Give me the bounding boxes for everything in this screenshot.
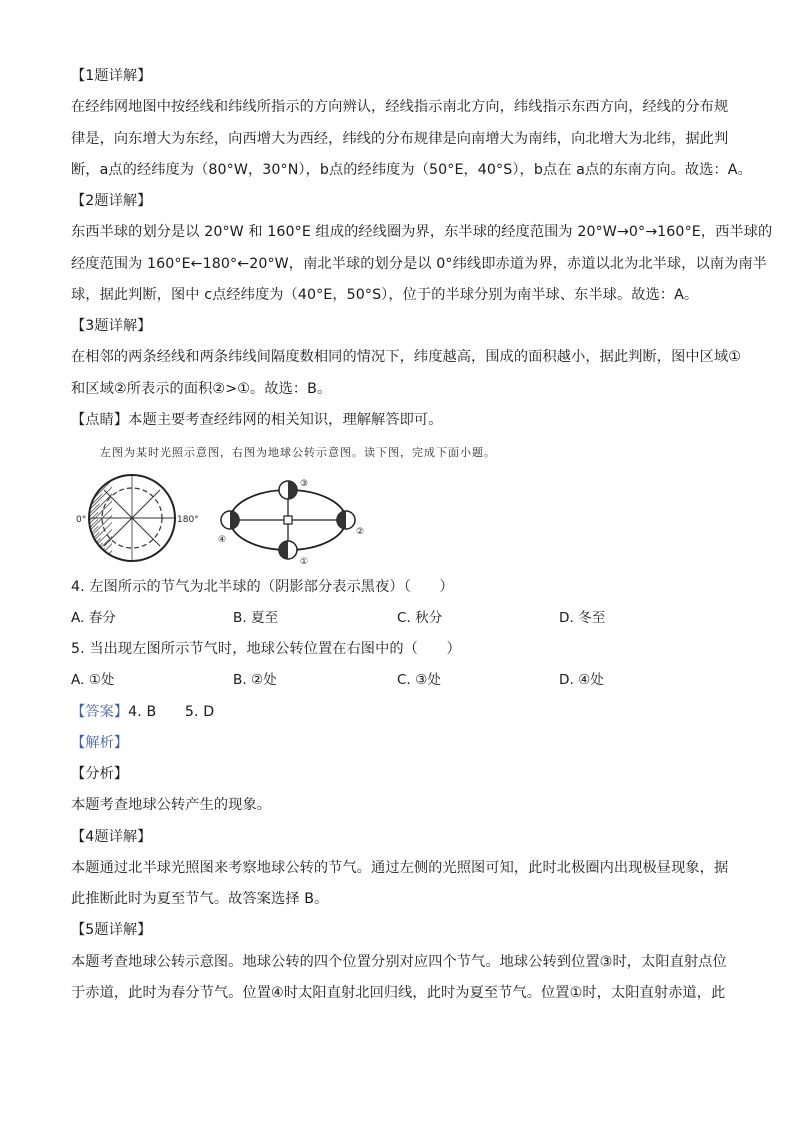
illumination-diagram [74, 468, 204, 568]
revolution-diagram [218, 472, 368, 568]
q3-line-2: 和区域②所表示的面积②>①。故选：B。 [71, 381, 332, 397]
q5-option-c[interactable]: C. ③处 [397, 672, 441, 688]
q4-detail-line-1: 本题通过北半球光照图来考察地球公转的节气。通过左侧的光照图可知，此时北极圈内出现极昼现象，据 [71, 860, 729, 876]
q1-line-1: 在经纬网地图中按经线和纬线所指示的方向辨认，经线指示南北方向，纬线指示东西方向，经线的分布规 [71, 99, 729, 115]
q5-detail-line-2: 于赤道，此时为春分节气。位置④时太阳直射北回归线，此时为夏至节气。位置①时，太阳直射赤道，此 [71, 985, 726, 1001]
lon-0-label: 0° [76, 515, 87, 525]
answer-line [71, 702, 214, 722]
q3-header: 【3题详解】 [71, 318, 152, 334]
dianjing-note: 【点睛】本题主要考查经纬网的相关知识，理解解答即可。 [71, 412, 443, 428]
answer-tag: 【答案】 [71, 704, 129, 720]
q1-line-2: 律是，向东增大为东经，向西增大为西经，纬线的分布规律是向南增大为南纬，向北增大为北纬，据此判 [71, 131, 729, 147]
pos2-label: ② [356, 527, 365, 537]
q1-header: 【1题详解】 [71, 68, 152, 84]
q5-detail-header: 【5题详解】 [71, 922, 152, 938]
fenxi-header: 【分析】 [71, 766, 129, 782]
q4-option-c[interactable]: C. 秋分 [397, 610, 443, 626]
q4-option-b[interactable]: B. 夏至 [233, 610, 279, 626]
q4-option-d[interactable]: D. 冬至 [559, 610, 606, 626]
lon-180-label: 180° [177, 515, 199, 525]
q5-option-a[interactable]: A. ①处 [71, 672, 115, 688]
pos1-label: ① [300, 557, 309, 567]
q4-stem: 4. 左图所示的节气为北半球的（阴影部分表示黑夜）（ ） [71, 579, 454, 595]
q1-line-3: 断，a点的经纬度为（80°W，30°N），b点的经纬度为（50°E，40°S），b点在 a点的东南方向。故选：A。 [71, 162, 752, 178]
q3-line-1: 在相邻的两条经线和两条纬线间隔度数相同的情况下，纬度越高，围成的面积越小，据此判断，图中区域① [71, 349, 742, 365]
fenxi-text: 本题考查地球公转产生的现象。 [71, 797, 272, 813]
pos4-label: ④ [218, 535, 227, 545]
q4-detail-line-2: 此推断此时为夏至节气。故答案选择 B。 [71, 891, 329, 907]
q2-line-3: 球，据此判断，图中 c点经纬度为（40°E，50°S），位于的半球分别为南半球、东半球。故选：A。 [71, 287, 699, 303]
q2-line-1: 东西半球的划分是以 20°W 和 160°E 组成的经线圈为界，东半球的经度范围为 20°W→0°→160°E，西半球的 [71, 224, 773, 240]
q5-option-b[interactable]: B. ②处 [233, 672, 277, 688]
answer-text: 4. B 5. D [128, 704, 215, 720]
q4-detail-header: 【4题详解】 [71, 829, 152, 845]
q5-detail-line-1: 本题考查地球公转示意图。地球公转的四个位置分别对应四个节气。地球公转到位置③时，太阳直射点位 [71, 954, 727, 970]
q4-option-a[interactable]: A. 春分 [71, 610, 116, 626]
q5-stem: 5. 当出现左图所示节气时，地球公转位置在右图中的（ ） [71, 641, 461, 657]
pos3-label: ③ [300, 479, 309, 489]
q2-line-2: 经度范围为 160°E←180°←20°W，南北半球的划分是以 0°纬线即赤道为界，赤道以北为北半球，以南为南半 [71, 256, 767, 272]
jiexi-tag: 【解析】 [71, 735, 129, 751]
q5-option-d[interactable]: D. ④处 [559, 672, 604, 688]
figure-caption: 左图为某时光照示意图，右图为地球公转示意图。读下图，完成下面小题。 [100, 446, 496, 459]
q2-header: 【2题详解】 [71, 193, 152, 209]
